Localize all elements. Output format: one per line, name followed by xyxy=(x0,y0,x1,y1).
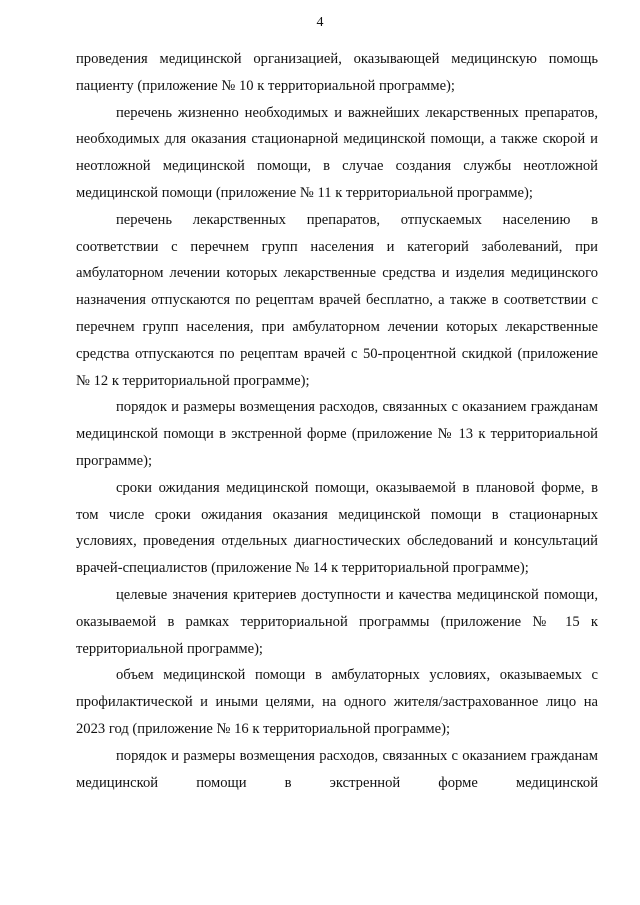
document-body xyxy=(76,46,598,796)
paragraph-medicines-list: перечень жизненно необходимых и важнейших лекарственных препаратов, необходимых для оказания стационарной медицинской помощи, а также скорой и неотложной медицинской помощи, в случае создания службы неотложной медицинской помощи (приложение № 11 к территориальной программе); xyxy=(76,104,598,201)
paragraph-outpatient-volume: объем медицинской помощи в амбулаторных условиях, оказываемых с профилактической и иными целями, на одного жителя/застрахованное лицо на 2023 год (приложение № 16 к территориальной программе); xyxy=(76,667,598,737)
paragraph-continuation: проведения медицинской организацией, оказывающей медицинскую помощь пациенту (приложение № 10 к территориальной программе); xyxy=(76,51,598,94)
page-number: 4 xyxy=(316,15,324,30)
paragraph-waiting-times: сроки ожидания медицинской помощи, оказываемой в плановой форме, в том числе сроки ожидания оказания медицинской помощи в стационарных условиях, проведения отдельных диагностических обследований и консультаций врачей-специалистов (приложение № 14 к территориальной программе); xyxy=(76,479,598,577)
paragraph-outpatient-medicines: перечень лекарственных препаратов, отпускаемых населению в соответствии с перечнем групп населения и категорий заболеваний, при амбулаторном лечении которых лекарственные средства и изделия медицинского назначения отпускаются по рецептам врачей бесплатно, а также в соответствии с перечнем групп населения, при амбулаторном лечении которых лекарственные средства отпускаются по рецептам врачей с 50-процентной скидкой (приложение № 12 к территориальной программе); xyxy=(76,211,598,389)
paragraph-emergency-reimbursement: порядок и размеры возмещения расходов, связанных с оказанием гражданам медицинской помощи в экстренной форме (приложение № 13 к территориальной программе); xyxy=(76,399,598,469)
paragraph-target-criteria: целевые значения критериев доступности и качества медицинской помощи, оказываемой в рамках территориальной программы (приложение № 15 к территориальной программе); xyxy=(76,586,598,657)
paragraph-emergency-reimbursement-continued: порядок и размеры возмещения расходов, связанных с оказанием гражданам медицинской помощи в экстренной форме медицинской xyxy=(76,747,598,791)
